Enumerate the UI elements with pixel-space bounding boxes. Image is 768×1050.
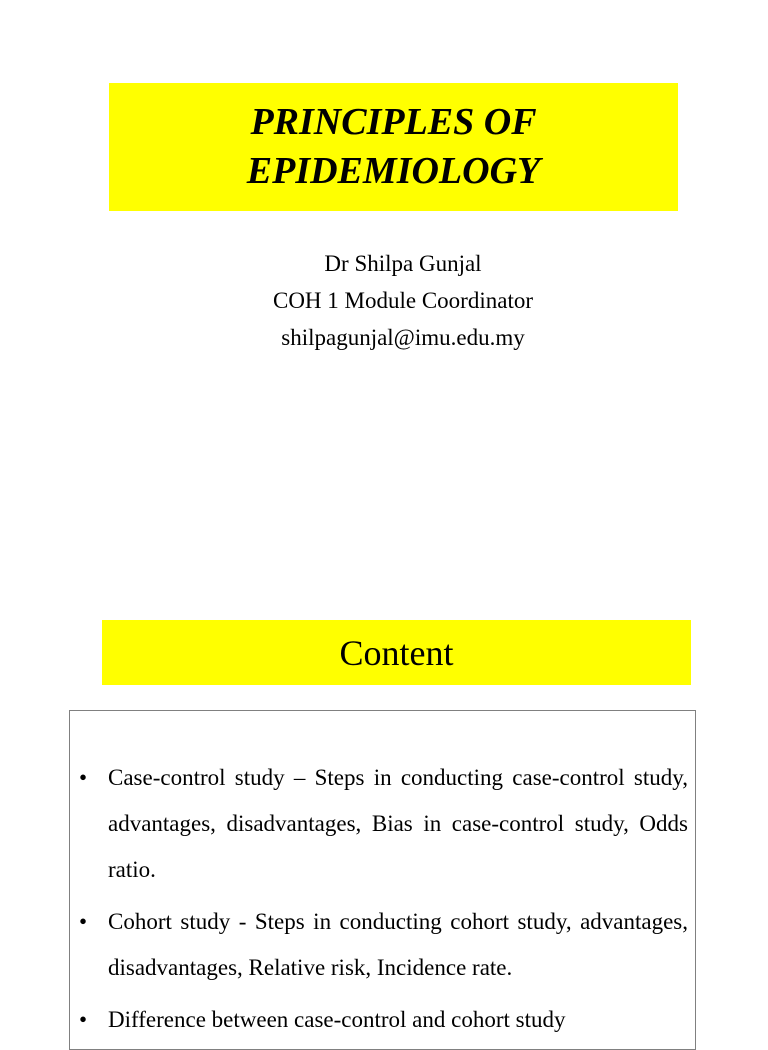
title-line-1: PRINCIPLES OF xyxy=(250,101,537,143)
content-heading-banner xyxy=(102,620,691,685)
title-banner xyxy=(109,83,678,211)
author-email: shilpagunjal@imu.edu.my xyxy=(281,325,525,350)
author-name: Dr Shilpa Gunjal xyxy=(324,251,482,276)
author-info xyxy=(0,245,768,356)
title-line-2: EPIDEMIOLOGY xyxy=(246,150,541,192)
bullet-text: Difference between case-control and cohort study xyxy=(108,1007,566,1032)
bullet-icon: • xyxy=(79,1007,88,1032)
content-heading: Content xyxy=(339,632,454,673)
bullet-item-case-control xyxy=(70,755,695,893)
content-bullet-panel xyxy=(69,710,696,1050)
bullet-icon: • xyxy=(79,765,88,790)
bullet-item-cohort xyxy=(70,899,695,991)
bullet-text: Cohort study - Steps in conducting cohort study, advantages, disadvantages, Relative risk, Incidence rate. xyxy=(108,909,688,980)
bullet-icon: • xyxy=(79,909,88,934)
bullet-text: Case-control study – Steps in conducting case-control study, advantages, disadvantages, Bias in case-control study, Odds ratio. xyxy=(108,765,688,882)
author-role: COH 1 Module Coordinator xyxy=(272,288,533,313)
bullet-item-difference xyxy=(70,997,695,1043)
bullet-list xyxy=(70,755,695,1049)
